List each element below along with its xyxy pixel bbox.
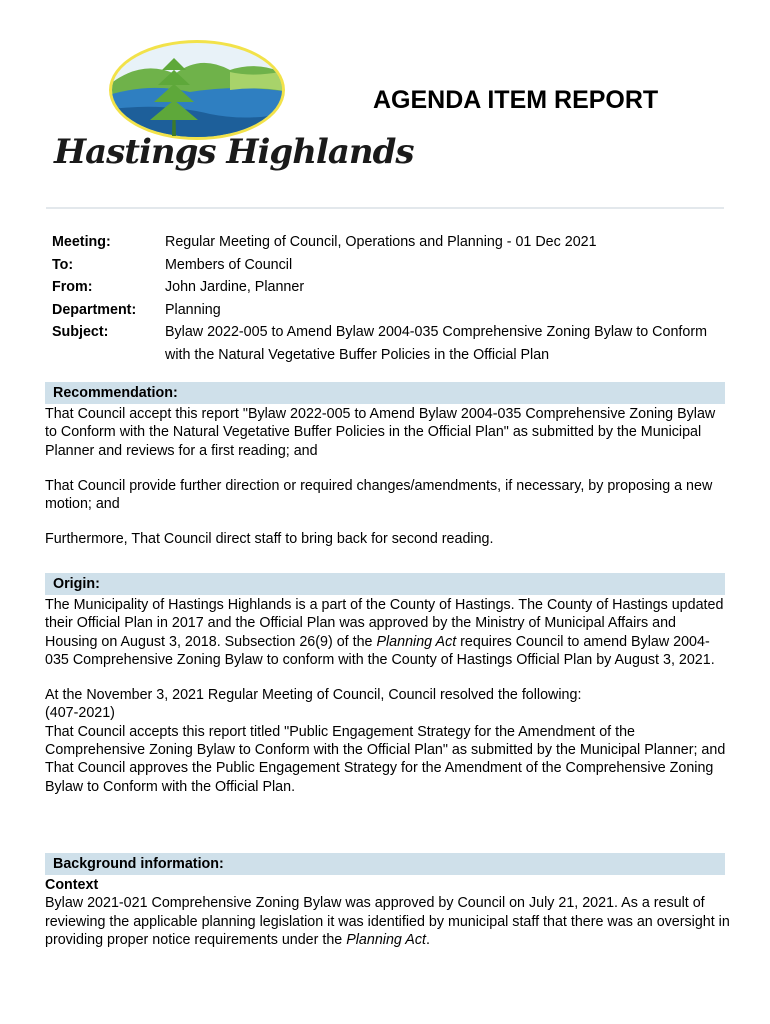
meta-row-department — [52, 299, 732, 322]
meta-value: John Jardine, Planner — [165, 279, 305, 295]
header-divider — [46, 207, 724, 209]
origin-body — [45, 596, 730, 796]
paragraph — [45, 894, 730, 949]
meta-row-to — [52, 254, 732, 277]
subheading-context: Context — [45, 877, 99, 893]
meta-row-meeting — [52, 231, 732, 254]
act-title: Planning Act — [376, 633, 457, 650]
background-body — [45, 876, 730, 949]
text-span: Bylaw 2021-021 Comprehensive Zoning Bylaw was approved by Council on July 21, 2021. As a result of reviewing the applicable planning legislation it was identified by municipal staff that there was an oversight in providing proper notice requirements under the — [45, 895, 730, 948]
meta-value: Planning — [165, 301, 221, 318]
paragraph: At the November 3, 2021 Regular Meeting of Council, Council resolved the following: — [45, 687, 582, 704]
meta-label: Subject: — [52, 324, 109, 340]
meta-value: Bylaw 2022-005 to Amend Bylaw 2004-035 Comprehensive Zoning Bylaw to Conform with the Natural Vegetative Buffer Policies in the Official Plan — [165, 324, 707, 363]
meeting-details — [52, 231, 732, 366]
meta-label: From: — [52, 279, 93, 295]
meta-label: Department: — [52, 301, 137, 318]
logo-landscape-icon — [50, 40, 414, 200]
resolution-number: (407-2021) — [45, 705, 115, 722]
section-heading-origin: Origin: — [45, 573, 725, 595]
meta-value: Regular Meeting of Council, Operations and Planning - 01 Dec 2021 — [165, 234, 597, 250]
report-title: AGENDA ITEM REPORT — [373, 86, 659, 114]
paragraph: That Council provide further direction or required changes/amendments, if necessary, by proposing a new motion; and — [45, 477, 713, 513]
paragraph: That Council accept this report "Bylaw 2022-005 to Amend Bylaw 2004-035 Comprehensive Zoning Bylaw to Conform with the Natural Vegetative Buffer Policies in the Official Plan" as submitted by the Municipal Planner and reviews for a first reading; and — [45, 406, 716, 459]
text-span: The Municipality of Hastings Highlands is a part of the County of Hastings. The County of Hastings updated their Official Plan in 2017 and the Official Plan was approved by the Ministry of Municipal Affairs and Housing on August 3, 2018. Subsection 26(9) of the — [45, 597, 724, 650]
meta-row-from — [52, 276, 732, 299]
text-span: . — [425, 931, 430, 948]
act-title: Planning Act — [346, 931, 426, 948]
logo-wordmark: Hastings Highlands — [54, 132, 414, 172]
paragraph: Furthermore, That Council direct staff to bring back for second reading. — [45, 531, 494, 548]
paragraph: That Council accepts this report titled "Public Engagement Strategy for the Amendment of the Comprehensive Zoning Bylaw to Conform with the Official Plan" as submitted by the Municipal Planner; and — [45, 723, 726, 759]
meta-row-subject — [52, 321, 732, 366]
section-heading-background: Background information: — [45, 853, 725, 875]
meta-value: Members of Council — [165, 256, 293, 273]
municipal-logo — [50, 40, 414, 200]
text-span: requires Council to amend Bylaw 2004-035 Comprehensive Zoning Bylaw to conform with the County of Hastings Official Plan by August 3, 2021. — [45, 633, 715, 668]
recommendation-body — [45, 405, 730, 566]
section-heading-recommendation: Recommendation: — [45, 382, 725, 404]
paragraph: That Council approves the Public Engagement Strategy for the Amendment of the Comprehensive Zoning Bylaw to Conform with the Official Plan. — [45, 760, 714, 795]
paragraph — [45, 596, 730, 669]
meta-label: Meeting: — [52, 234, 111, 250]
meta-label: To: — [52, 256, 74, 273]
